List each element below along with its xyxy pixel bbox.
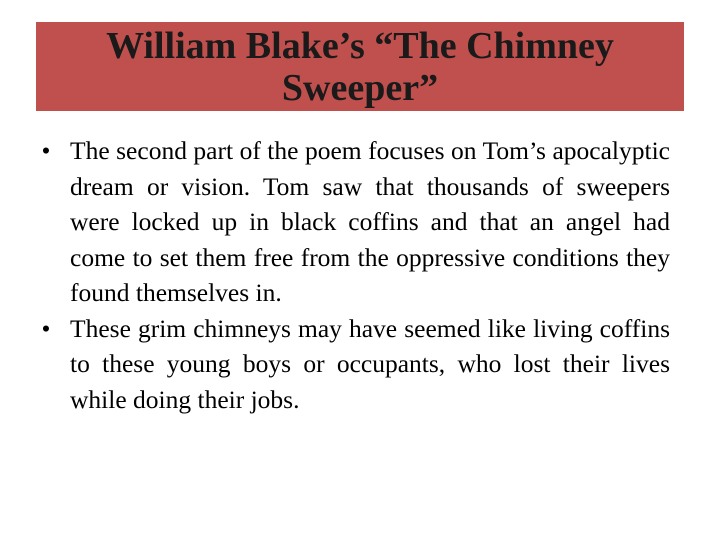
bullet-icon: • (41, 136, 51, 165)
bullet-item (36, 133, 670, 311)
bullet-icon: • (41, 313, 51, 343)
bullet-text: These grim chimneys may have seemed like living coffins to these young boys or occupants, who lost their lives while doing their jobs. (70, 313, 670, 414)
slide-body (36, 133, 670, 417)
slide-title: William Blake’s “The Chimney Sweeper” (106, 24, 614, 109)
title-banner (36, 22, 684, 111)
bullet-list (36, 133, 670, 417)
bullet-text: The second part of the poem focuses on Tom’s apocalyptic dream or vision. Tom saw that thousands of sweepers were locked up in black coffins and that an angel had come to set them free from the oppressive conditions they found themselves in. (70, 136, 670, 307)
bullet-item (36, 311, 670, 418)
